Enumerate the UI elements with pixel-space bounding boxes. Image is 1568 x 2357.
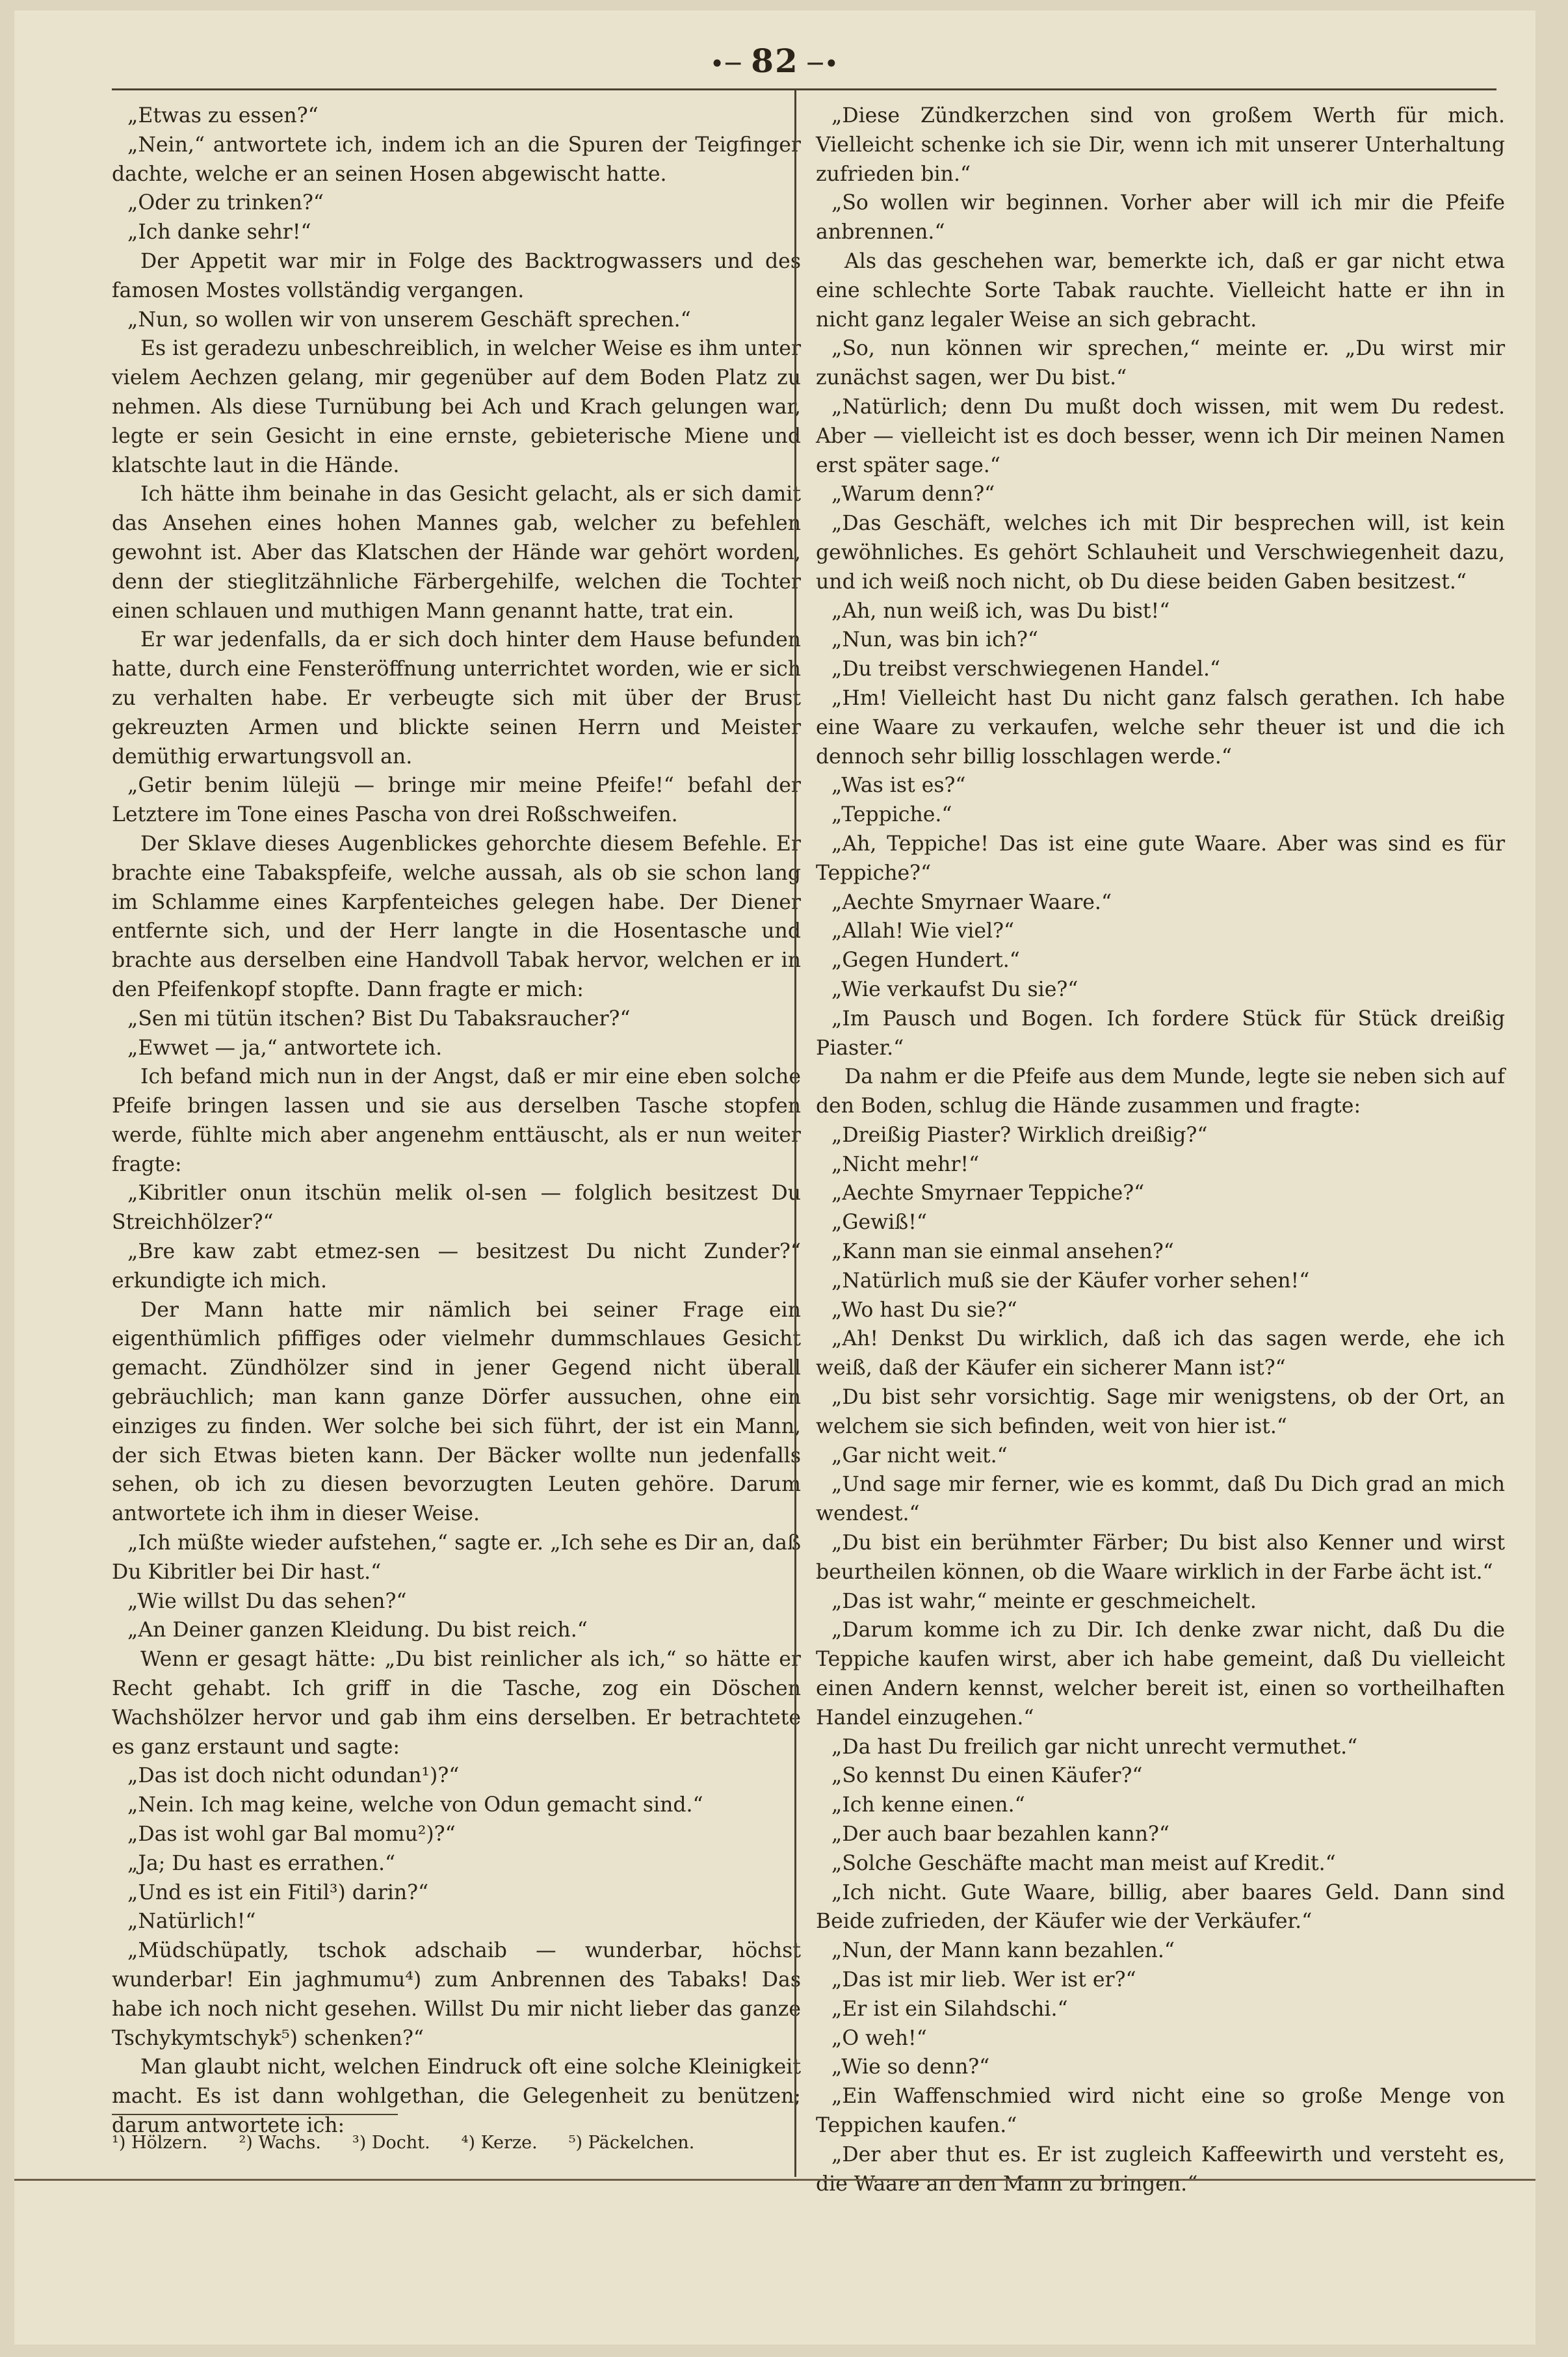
paragraph: Wenn er gesagt hätte: „Du bist reinlicher als ich,“ so hätte er Recht gehabt. Ich griff in die Tasche, zog ein Döschen Wachshölzer hervor und gab ihm eins derselben. Er betrachtete es ganz erstaunt und sagte: <box>112 1648 801 1759</box>
paragraph: „Der aber thut es. Er ist zugleich Kaffeewirth und versteht es, die Waare an den Mann zu bringen.“ <box>816 2142 1505 2196</box>
paragraph: „Nicht mehr!“ <box>831 1152 980 1176</box>
paragraph: „Sen mi tütün itschen? Bist Du Tabaksraucher?“ <box>127 1007 631 1031</box>
paragraph: „Diese Zündkerzchen sind von großem Werth für mich. Vielleicht schenke ich sie Dir, wenn ich mit unserer Unterhaltung zufrieden bin.“ <box>816 104 1505 186</box>
column-divider <box>794 90 796 2177</box>
paragraph: „Das ist doch nicht odundan¹)?“ <box>127 1764 460 1788</box>
paragraph: „So, nun können wir sprechen,“ meinte er. „Du wirst mir zunächst sagen, wer Du bist.“ <box>816 337 1505 390</box>
ornament-left: •─ <box>709 49 742 78</box>
paragraph: „Getir benim lülejü — bringe mir meine Pfeife!“ befahl der Letztere im Tone eines Pascha von drei Roßschweifen. <box>112 774 801 827</box>
paragraph: „Nein,“ antwortete ich, indem ich an die Spuren der Teigfinger dachte, welche er an seinen Hosen abgewischt hatte. <box>112 133 801 186</box>
paragraph: Ich hätte ihm beinahe in das Gesicht gelacht, als er sich damit das Ansehen eines hohen Mannes gab, welcher zu befehlen gewohnt ist. Aber das Klatschen der Hände war gehört worden, denn der stieglitzähnliche Färbergehilfe, welchen die Tochter einen schlauen und muthigen Mann genannt hatte, trat ein. <box>112 482 801 623</box>
paragraph: „Aechte Smyrnaer Waare.“ <box>831 890 1112 914</box>
paragraph: „Du bist ein berühmter Färber; Du bist also Kenner und wirst beurtheilen können, ob die Waare wirklich in der Farbe ächt ist.“ <box>816 1531 1505 1584</box>
paragraph: „Darum komme ich zu Dir. Ich denke zwar nicht, daß Du die Teppiche kaufen wirst, aber ich habe gemeint, daß Du vielleicht einen Andern kennst, welcher bereit ist, einen so vortheilhaften Handel einzugehen.“ <box>816 1618 1505 1730</box>
paragraph: „Oder zu trinken?“ <box>127 191 324 215</box>
paragraph: „Was ist es?“ <box>831 774 966 798</box>
page-header <box>14 42 1535 80</box>
paragraph: „So kennst Du einen Käufer?“ <box>831 1764 1143 1788</box>
paragraph: „Ja; Du hast es errathen.“ <box>127 1851 396 1875</box>
header-rule <box>112 88 1496 90</box>
paragraph: Er war jedenfalls, da er sich doch hinter dem Hause befunden hatte, durch eine Fensteröffnung unterrichtet worden, wie er sich zu verhalten habe. Er verbeugte sich mit über der Brust gekreuzten Armen und blickte seinen Herrn und Meister demüthig erwartungsvoll an. <box>112 628 801 769</box>
paragraph: Als das geschehen war, bemerkte ich, daß er gar nicht etwa eine schlechte Sorte Tabak rauchte. Vielleicht hatte er ihn in nicht ganz legaler Weise an sich gebracht. <box>816 249 1505 332</box>
paragraph: „Ah, nun weiß ich, was Du bist!“ <box>831 599 1170 623</box>
paragraph: „Du bist sehr vorsichtig. Sage mir wenigstens, ob der Ort, an welchem sie sich befinden, weit von hier ist.“ <box>816 1386 1505 1438</box>
paragraph: „Warum denn?“ <box>831 482 995 507</box>
footnote: ¹) Hölzern. <box>112 2133 208 2153</box>
paragraph: „O weh!“ <box>831 2026 927 2050</box>
paragraph: „Solche Geschäfte macht man meist auf Kredit.“ <box>831 1851 1336 1875</box>
paragraph: Man glaubt nicht, welchen Eindruck oft eine solche Kleinigkeit macht. Es ist dann wohlgethan, die Gelegenheit zu benützen; darum antwortete ich: <box>112 2055 801 2137</box>
paragraph: „Wie so denn?“ <box>831 2055 990 2079</box>
paragraph: „Das ist wohl gar Bal momu²)?“ <box>127 1823 456 1847</box>
paragraph: „Nun, was bin ich?“ <box>831 628 1038 652</box>
paragraph: „Ein Waffenschmied wird nicht eine so große Menge von Teppichen kaufen.“ <box>816 2085 1505 2137</box>
footnote: ³) Docht. <box>352 2133 430 2153</box>
paragraph: „Der auch baar bezahlen kann?“ <box>831 1823 1170 1847</box>
paragraph: „Das ist mir lieb. Wer ist er?“ <box>831 1968 1136 1992</box>
paragraph: „Und es ist ein Fitil³) darin?“ <box>127 1880 429 1904</box>
paragraph: „Ah, Teppiche! Das ist eine gute Waare. Aber was sind es für Teppiche?“ <box>816 832 1505 885</box>
right-column <box>816 101 1505 2198</box>
paragraph: „Er ist ein Silahdschi.“ <box>831 1997 1068 2021</box>
paragraph: „An Deiner ganzen Kleidung. Du bist reich.“ <box>127 1618 588 1642</box>
paragraph: Es ist geradezu unbeschreiblich, in welcher Weise es ihm unter vielem Aechzen gelang, mir gegenüber auf dem Boden Platz zu nehmen. Als diese Turnübung bei Ach und Krach gelungen war, legte er sein Gesicht in eine ernste, gebieterische Miene und klatschte laut in die Hände. <box>112 337 801 477</box>
bottom-rule <box>14 2179 1535 2181</box>
footnote-rule <box>112 2114 398 2115</box>
paragraph: Der Appetit war mir in Folge des Backtrogwassers und des famosen Mostes vollständig vergangen. <box>112 249 801 302</box>
paragraph: „Ich müßte wieder aufstehen,“ sagte er. „Ich sehe es Dir an, daß Du Kibritler bei Dir hast.“ <box>112 1531 801 1584</box>
paragraph: „Gar nicht weit.“ <box>831 1443 1008 1468</box>
paragraph: „Wie willst Du das sehen?“ <box>127 1589 407 1613</box>
paragraph: „Natürlich muß sie der Käufer vorher sehen!“ <box>831 1269 1310 1293</box>
paragraph: „Ich nicht. Gute Waare, billig, aber baares Geld. Dann sind Beide zufrieden, der Käufer wie der Verkäufer.“ <box>816 1880 1505 1934</box>
footnote: ²) Wachs. <box>239 2133 321 2153</box>
left-column <box>112 101 801 2140</box>
footnote: ⁵) Päckelchen. <box>568 2133 695 2153</box>
ornament-right: ─• <box>807 49 841 78</box>
paragraph: Der Mann hatte mir nämlich bei seiner Frage ein eigenthümlich pfiffiges oder vielmehr dummschlaues Gesicht gemacht. Zündhölzer sind in jener Gegend nicht überall gebräuchlich; man kann ganze Dörfer aussuchen, ohne ein einziges zu finden. Wer solche bei sich führt, der ist ein Mann, der sich Etwas bieten kann. Der Bäcker wollte nun jedenfalls sehen, ob ich zu diesen bevorzugten Leuten gehöre. Darum antwortete ich ihm in dieser Weise. <box>112 1298 801 1526</box>
paragraph: „Das ist wahr,“ meinte er geschmeichelt. <box>831 1589 1257 1613</box>
paragraph: „Bre kaw zabt etmez-sen — besitzest Du nicht Zunder?“ erkundigte ich mich. <box>112 1240 801 1293</box>
paragraph: „Dreißig Piaster? Wirklich dreißig?“ <box>831 1123 1208 1147</box>
paragraph: „Etwas zu essen?“ <box>127 104 319 127</box>
page-number: 82 <box>751 42 799 80</box>
paragraph: Da nahm er die Pfeife aus dem Munde, legte sie neben sich auf den Boden, schlug die Hände zusammen und fragte: <box>816 1065 1505 1118</box>
paragraph: „Da hast Du freilich gar nicht unrecht vermuthet.“ <box>831 1735 1358 1759</box>
paragraph: „Ich danke sehr!“ <box>127 220 311 244</box>
paragraph: „Ich kenne einen.“ <box>831 1793 1025 1817</box>
paragraph: „Und sage mir ferner, wie es kommt, daß Du Dich grad an mich wendest.“ <box>816 1473 1505 1526</box>
paragraph: „Hm! Vielleicht hast Du nicht ganz falsch gerathen. Ich habe eine Waare zu verkaufen, welche sehr theuer ist und die ich dennoch sehr billig losschlagen werde.“ <box>816 686 1505 769</box>
paragraph: „Natürlich!“ <box>127 1910 256 1934</box>
paragraph: „Ah! Denkst Du wirklich, daß ich das sagen werde, ehe ich weiß, daß der Käufer ein sicherer Mann ist?“ <box>816 1327 1505 1380</box>
paragraph: „Ewwet — ja,“ antwortete ich. <box>127 1036 443 1060</box>
footnotes <box>112 2131 801 2155</box>
paragraph: „Teppiche.“ <box>831 803 952 827</box>
newspaper-page <box>14 10 1535 2345</box>
paragraph: „Das Geschäft, welches ich mit Dir besprechen will, ist kein gewöhnliches. Es gehört Schlauheit und Verschwiegenheit dazu, und ich weiß noch nicht, ob Du diese beiden Gaben besitzest.“ <box>816 512 1505 594</box>
paragraph: „Du treibst verschwiegenen Handel.“ <box>831 657 1221 681</box>
paragraph: „Kibritler onun itschün melik ol-sen — folglich besitzest Du Streichhölzer?“ <box>112 1181 801 1235</box>
paragraph: „Natürlich; denn Du mußt doch wissen, mit wem Du redest. Aber — vielleicht ist es doch besser, wenn ich Dir meinen Namen erst später sage.“ <box>816 395 1505 477</box>
paragraph: „Wo hast Du sie?“ <box>831 1298 1017 1322</box>
paragraph: „Nein. Ich mag keine, welche von Odun gemacht sind.“ <box>127 1793 703 1817</box>
paragraph: Ich befand mich nun in der Angst, daß er mir eine eben solche Pfeife bringen lassen und sie aus derselben Tasche stopfen werde, fühlte mich aber angenehm enttäuscht, als er nun weiter fragte: <box>112 1065 801 1176</box>
paragraph: Der Sklave dieses Augenblickes gehorchte diesem Befehle. Er brachte eine Tabakspfeife, welche aussah, als ob sie schon lang im Schlamme eines Karpfenteiches gelegen habe. Der Diener entfernte sich, und der Herr langte in die Hosentasche und brachte aus derselben eine Handvoll Tabak hervor, welchen er in den Pfeifenkopf stopfte. Dann fragte er mich: <box>112 832 801 1001</box>
paragraph: „Gewiß!“ <box>831 1211 927 1235</box>
footnote: ⁴) Kerze. <box>461 2133 538 2153</box>
paragraph: „Aechte Smyrnaer Teppiche?“ <box>831 1181 1145 1205</box>
paragraph: „Wie verkaufst Du sie?“ <box>831 977 1078 1001</box>
paragraph: „Kann man sie einmal ansehen?“ <box>831 1240 1174 1264</box>
paragraph: „Nun, der Mann kann bezahlen.“ <box>831 1939 1175 1963</box>
paragraph: „Im Pausch und Bogen. Ich fordere Stück für Stück dreißig Piaster.“ <box>816 1007 1505 1060</box>
paragraph: „Nun, so wollen wir von unserem Geschäft sprechen.“ <box>127 308 691 332</box>
paragraph: „Allah! Wie viel?“ <box>831 919 1015 943</box>
paragraph: „Müdschüpatly, tschok adschaib — wunderbar, höchst wunderbar! Ein jaghmumu⁴) zum Anbrennen des Tabaks! Das habe ich noch nicht gesehen. Willst Du mir nicht lieber das ganze Tschykymtschyk⁵) schenken?“ <box>112 1939 801 2050</box>
paragraph: „Gegen Hundert.“ <box>831 949 1020 973</box>
paragraph: „So wollen wir beginnen. Vorher aber will ich mir die Pfeife anbrennen.“ <box>816 191 1505 244</box>
